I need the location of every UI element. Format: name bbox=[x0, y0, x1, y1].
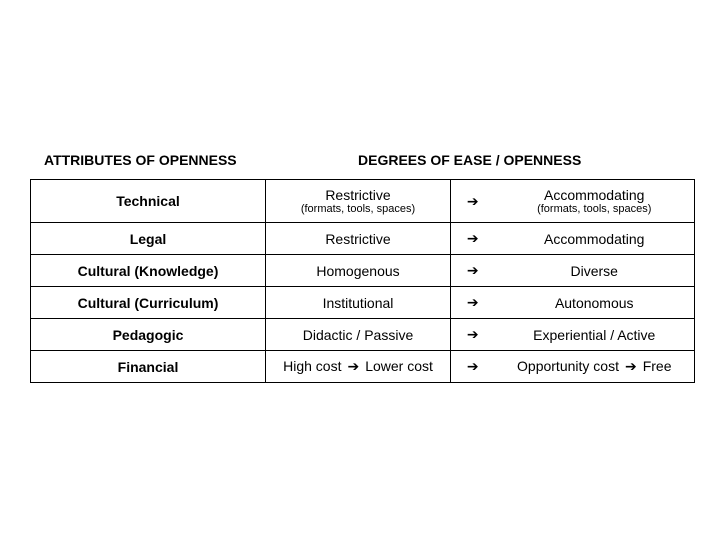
table-row bbox=[31, 180, 695, 223]
to-cell: Experiential / Active bbox=[495, 319, 695, 351]
from-label-a: High cost bbox=[283, 358, 342, 374]
to-cell bbox=[495, 351, 695, 383]
arrow-icon: ➔ bbox=[466, 230, 479, 246]
to-label: Accommodating bbox=[544, 186, 645, 203]
to-cell: Diverse bbox=[495, 255, 695, 287]
from-cell bbox=[266, 351, 451, 383]
from-sublabel: (formats, tools, spaces) bbox=[300, 202, 416, 215]
arrow-icon: ➔ bbox=[624, 358, 637, 374]
from-cell: Homogenous bbox=[266, 255, 451, 287]
arrow-icon: ➔ bbox=[466, 358, 479, 374]
to-label-b: Free bbox=[642, 358, 672, 374]
attributes-header: ATTRIBUTES OF OPENNESS bbox=[44, 152, 237, 168]
to-cell: Autonomous bbox=[495, 287, 695, 319]
arrow-cell bbox=[451, 180, 495, 223]
table-row bbox=[31, 255, 695, 287]
from-cell bbox=[266, 180, 451, 223]
arrow-cell bbox=[451, 287, 495, 319]
attribute-cell: Technical bbox=[31, 180, 266, 223]
table-row bbox=[31, 319, 695, 351]
attribute-cell: Pedagogic bbox=[31, 319, 266, 351]
from-label-b: Lower cost bbox=[365, 358, 433, 374]
arrow-icon: ➔ bbox=[466, 192, 479, 209]
attribute-cell: Financial bbox=[31, 351, 266, 383]
arrow-cell bbox=[451, 223, 495, 255]
attribute-cell: Cultural (Knowledge) bbox=[31, 255, 266, 287]
arrow-icon: ➔ bbox=[466, 294, 479, 310]
to-label-a: Opportunity cost bbox=[517, 358, 619, 374]
arrow-icon: ➔ bbox=[466, 262, 479, 278]
to-cell bbox=[495, 180, 695, 223]
from-label: Restrictive bbox=[325, 186, 391, 203]
to-sublabel: (formats, tools, spaces) bbox=[537, 202, 652, 215]
from-cell: Institutional bbox=[266, 287, 451, 319]
table-row bbox=[31, 351, 695, 383]
arrow-cell bbox=[451, 351, 495, 383]
attribute-cell: Legal bbox=[31, 223, 266, 255]
arrow-cell bbox=[451, 319, 495, 351]
arrow-cell bbox=[451, 255, 495, 287]
from-cell: Restrictive bbox=[266, 223, 451, 255]
arrow-icon: ➔ bbox=[466, 326, 479, 342]
arrow-icon: ➔ bbox=[347, 358, 360, 374]
openness-table bbox=[30, 179, 695, 383]
from-cell: Didactic / Passive bbox=[266, 319, 451, 351]
table-row bbox=[31, 287, 695, 319]
to-cell: Accommodating bbox=[495, 223, 695, 255]
table-row bbox=[31, 223, 695, 255]
attribute-cell: Cultural (Curriculum) bbox=[31, 287, 266, 319]
degrees-header: DEGREES OF EASE / OPENNESS bbox=[358, 152, 582, 168]
